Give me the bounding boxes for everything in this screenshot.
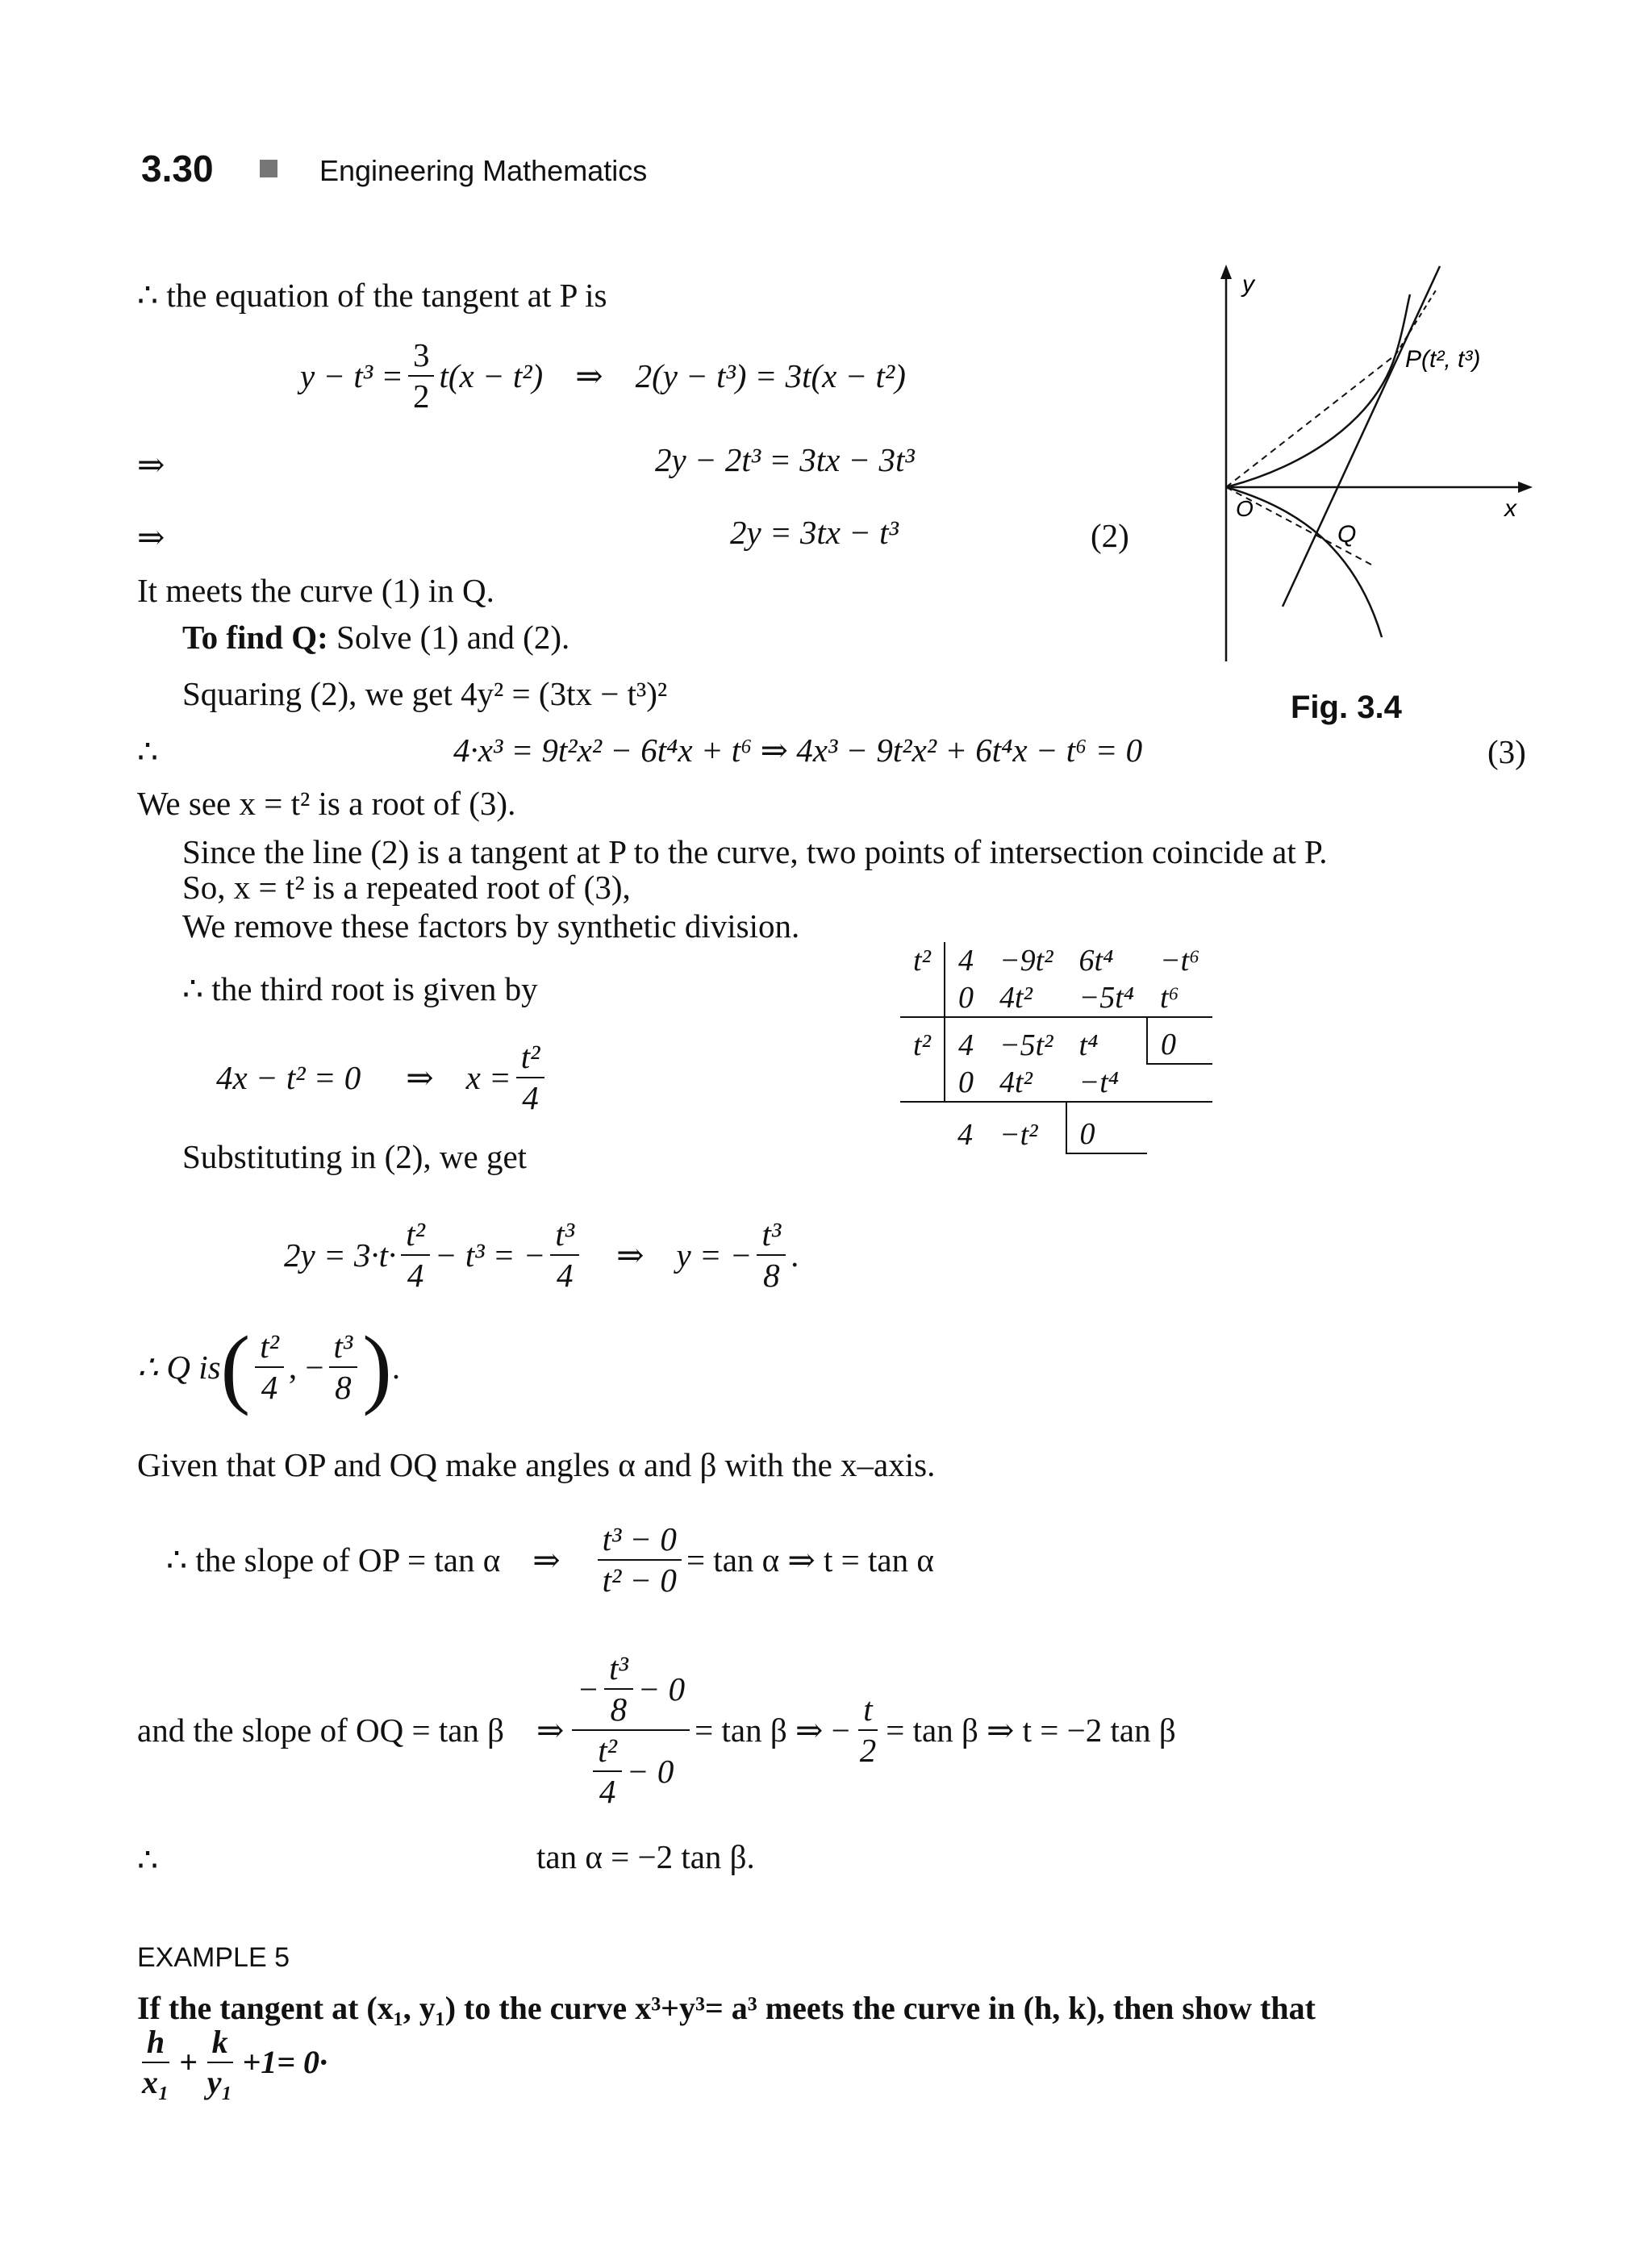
slope-op-eq [166, 1520, 934, 1599]
synthetic-division [900, 942, 1212, 1154]
example-label: EXAMPLE 5 [137, 1942, 290, 1973]
arrow-implies-5: ⇒ [616, 1236, 645, 1274]
fig-x-label: x [1504, 495, 1516, 522]
line-root: We see x = t² is a root of (3). [137, 785, 516, 822]
frac-t-over-2: $\frac{t}{2}$ [859, 1691, 877, 1769]
line-so: So, x = t² is a repeated root of (3), [182, 869, 631, 906]
slope-oq-right: = tan β ⇒ t = −2 tan β [886, 1711, 1176, 1749]
arrow-implies-7: ⇒ [536, 1711, 565, 1749]
eq5-right: x = [465, 1058, 511, 1096]
frac-h-over-x1: $\frac{h}{\text{x₁}}$ [142, 2024, 169, 2100]
line-given: Given that OP and OQ make angles α and β with the x–axis. [137, 1446, 936, 1483]
figure-caption: Fig. 3.4 [1291, 690, 1402, 725]
frac-three-halves: $\frac{3}{2}$ [408, 339, 435, 413]
therefore-1: ∴ [137, 733, 159, 770]
x-axis-arrow [1518, 482, 1533, 493]
sd-row-2: 0 4t² −5t⁴ t⁶ [900, 979, 1212, 1017]
line-tofind [182, 621, 569, 654]
eq6-left: 2y = 3·t· [284, 1236, 397, 1274]
eq5-left: 4x − t² = 0 [216, 1058, 361, 1096]
eq4: 4·x³ = 9t²x² − 6t⁴x + t⁶ ⇒ 4x³ − 9t²x² + 6t⁴x − t⁶ = 0 [453, 732, 1143, 769]
frac-t2-over-4-b: $\frac{\text{t²}}{4}$ [401, 1218, 430, 1292]
eq4-tag: (3) [1487, 733, 1526, 770]
sd-row-1: t² 4 −9t² 6t⁴ −t⁶ [900, 942, 1212, 979]
oq-compound-frac: − $\frac{\text{t³}}{8}$ − 0 $\frac{\text{t²}}{4}$ − 0 [572, 1652, 690, 1808]
slope-oq-eq [137, 1649, 1176, 1810]
eq1-right: 2(y − t³) = 3t(x − t²) [635, 357, 906, 394]
q-is-label: ∴ Q is [137, 1348, 221, 1386]
line-remove: We remove these factors by synthetic division. [182, 907, 800, 945]
example-statement: If the tangent at (x₁, y₁) to the curve x³+y³= a³ meets the curve in (h, k), then show that [137, 1990, 1316, 2026]
op-dashed [1226, 355, 1395, 487]
eq6: 2y = 3·t· $\frac{\text{t²}}{4}$ − t³ = − $\frac{\text{t³}}{4}$ ⇒ y = − $\frac{\text{t³}}{8}$ . [284, 1216, 799, 1294]
slope-op-right: = tan α ⇒ t = tan α [686, 1541, 934, 1578]
eq6-right: y = − [676, 1236, 753, 1274]
slope-op-label: ∴ the slope of OP = tan α [166, 1541, 501, 1578]
line-third-root: ∴ the third root is given by [182, 970, 538, 1007]
line-since: Since the line (2) is a tangent at P to the curve, two points of intersection coincide at P. [182, 833, 1328, 870]
eq3-tag: (2) [1091, 517, 1129, 554]
q-point: ∴ Q is ( $\frac{\text{t²}}{4}$ , − $\frac{\text{t³}}{8}$ ) . [137, 1318, 401, 1416]
frac-t3-over-4: $\frac{\text{t³}}{4}$ [550, 1218, 579, 1292]
line-tangent-intro: ∴ the equation of the tangent at P is [137, 277, 607, 314]
eq1 [300, 336, 906, 415]
eq5 [216, 1040, 549, 1115]
tofind-label: To find Q: [182, 619, 328, 656]
eq1-mid: t(x − t²) [439, 357, 544, 394]
tangent-dashed-extension [1395, 290, 1436, 355]
arrow-implies: ⇒ [575, 357, 603, 394]
arrow-implies-3: ⇒ [137, 519, 165, 556]
sd-row-4: 0 4t² −t⁴ [900, 1064, 1212, 1102]
book-title: Engineering Mathematics [319, 154, 648, 187]
fig-p-label: P(t², t³) [1405, 346, 1481, 373]
eq1-left: y − t³ = [300, 357, 403, 394]
op-slope-frac: $\frac{\text{t³ − 0}}{\text{t² − 0}}$ [598, 1523, 682, 1597]
slope-oq-mid: = tan β ⇒ − [695, 1711, 850, 1749]
fig-q-label: Q [1337, 521, 1357, 548]
line-squaring: Squaring (2), we get 4y² = (3tx − t³)² [182, 675, 668, 712]
arrow-implies-4: ⇒ [406, 1058, 434, 1096]
example-equation: $\frac{h}{\text{x₁}}$ + $\frac{k}{\text{y₁}}$ +1= 0· [132, 2026, 327, 2099]
arrow-implies-6: ⇒ [532, 1541, 561, 1578]
frac-t3-over-8: $\frac{\text{t³}}{8}$ [757, 1218, 786, 1292]
eq2: 2y − 2t³ = 3tx − 3t³ [655, 441, 915, 478]
eq3: 2y = 3tx − t³ [730, 514, 899, 551]
header-square-icon [260, 160, 277, 177]
line-meets: It meets the curve (1) in Q. [137, 572, 494, 609]
sd-row-5: 4 −t² 0 [900, 1102, 1212, 1153]
q-x-frac: $\frac{\text{t²}}{4}$ [255, 1330, 284, 1404]
tofind-text: Solve (1) and (2). [327, 619, 570, 656]
fig-y-label: y [1242, 271, 1254, 298]
slope-oq-label: and the slope of OQ = tan β [137, 1711, 505, 1749]
y-axis-arrow [1220, 265, 1232, 279]
synthetic-table [900, 942, 1212, 1154]
figure-3-4 [1113, 258, 1549, 678]
therefore-2: ∴ [137, 1841, 159, 1879]
tangent-line [1283, 266, 1440, 607]
sd-row-3: t² 4 −5t² t⁴ 0 [900, 1017, 1212, 1064]
fig-origin-label: O [1236, 496, 1254, 521]
q-y-frac: $\frac{\text{t³}}{8}$ [329, 1330, 358, 1404]
frac-k-over-y1: $\frac{k}{\text{y₁}}$ [206, 2024, 233, 2100]
line-substituting: Substituting in (2), we get [182, 1138, 528, 1175]
frac-t2-over-4: $\frac{\text{t²}}{4}$ [516, 1040, 545, 1115]
arrow-implies-2: ⇒ [137, 446, 165, 483]
final-result: tan α = −2 tan β. [536, 1838, 755, 1875]
eq6-mid: − t³ = − [434, 1236, 546, 1274]
page-number: 3.30 [141, 148, 214, 190]
